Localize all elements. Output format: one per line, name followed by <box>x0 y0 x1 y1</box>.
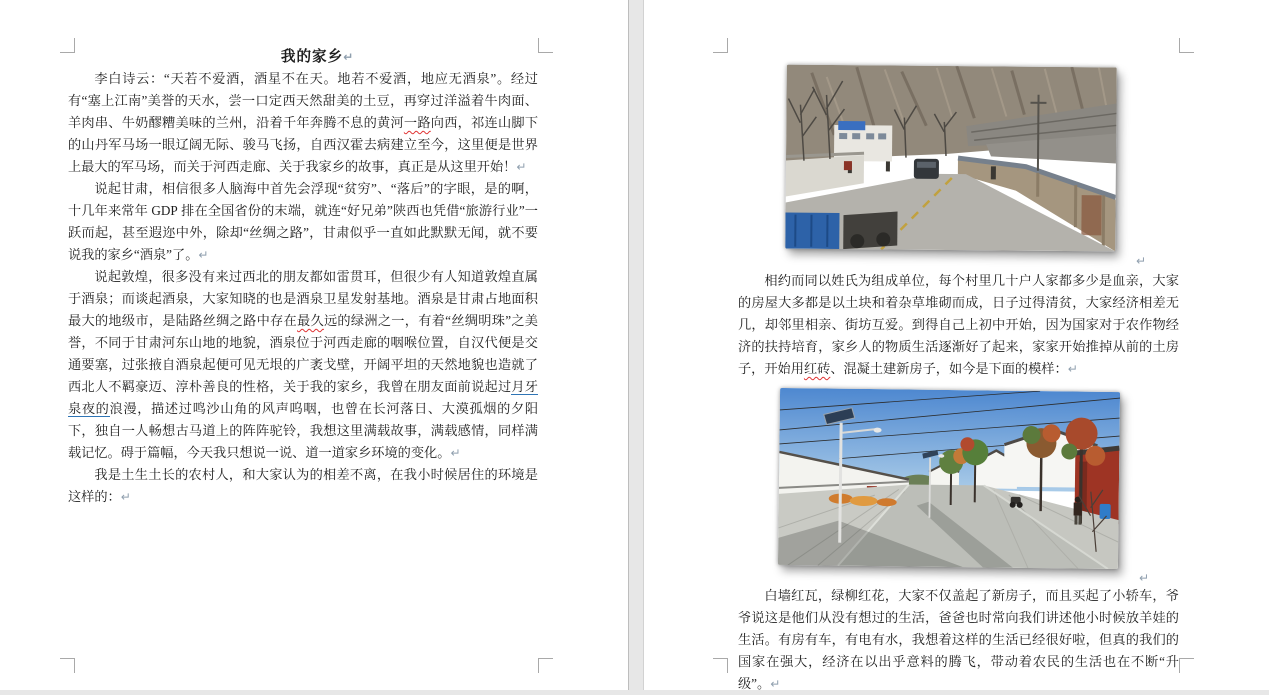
new-street-photo-block <box>779 390 1119 567</box>
text-boundary-mark <box>1179 658 1194 673</box>
paragraph-libai-poem <box>68 68 538 178</box>
car-window <box>917 162 936 168</box>
paragraph-mark: ↵ <box>450 446 460 460</box>
paragraph-village-life <box>738 270 1179 380</box>
paragraph-mark: ↵ <box>770 677 780 691</box>
text-run: 我是土生土长的农村人，和大家认为的相差不离，在我小时候居住的环境是这样的： <box>68 467 538 504</box>
latin-run-gdp: GDP <box>151 203 177 218</box>
page-2-upper-text[interactable] <box>738 270 1179 380</box>
cart-wheel <box>850 234 864 248</box>
text-run: 相约而同以姓氏为组成单位，每个村里几十户人家都多少是血亲，大家的房屋大多都是以土块和着杂草堆砌而成，日子过得清贫，大家经济相差无几，却邻里相亲、街坊互爱。到得自己上初中开始，因为国家对于农作物经济的扶持培育，家乡人的物质生活逐渐好了起来，家家开始推掉从前的土房子，开始用 <box>738 273 1179 376</box>
text-run: 白墙红瓦，绿柳红花，大家不仅盖起了新房子，而且买起了小轿车，爷爷说这是他们从没有想过的生活，爸爸也时常向我们讲述他小时候放羊娃的生活。有房有车，有电有水，我想着这样的生活已经很好啦，但真的我们的国家在强大，经济在以出乎意料的腾飞，带动着农民的生活也在不断“升级”。 <box>738 588 1179 691</box>
paragraph-rural-intro <box>68 464 538 508</box>
text-run: 浪漫，描述过鸣沙山角的风声呜咽，也曾在长河落日、大漠孤烟的夕阳下，独自一人畅想古马道上的阵阵驼铃，我想这里满载故事，满载感情，同样满载记忆。碍于篇幅，今天我只想说一说、道一道家乡环境的变化。 <box>68 401 538 460</box>
text-run: 远的绿洲之一，有着“丝绸明珠”之美誉，不同于甘肃河东山地的地貌，酒泉位于河西走廊的咽喉位置，自汉代便是交通要塞，过张掖自酒泉起便可见无垠的广袤戈壁，开阔平坦的天然地貌也造就了西北人不羁豪迈、淳朴善良的性格，关于我的家乡，我曾在朋友面前说起过 <box>68 313 538 394</box>
text-boundary-mark <box>538 38 553 53</box>
red-motorbike <box>844 161 852 170</box>
page-2[interactable] <box>643 0 1269 690</box>
paragraph-new-life <box>738 585 1179 695</box>
paragraph-mark: ↵ <box>1139 571 1149 585</box>
paragraph-gansu <box>68 178 538 266</box>
brick-gate-pier <box>1081 195 1101 235</box>
text-boundary-mark <box>1179 38 1194 53</box>
text-run: 李白诗云：“天若不爱酒，酒星不在天。地若不爱酒，地应无酒泉”。经过有“塞上江南”美誉的天水，尝一口定西天然甜美的土豆，再穿过洋溢着牛肉面、羊肉串、牛奶醪糟美味的兰州，沿着千年奔腾不息的黄河 <box>68 71 538 130</box>
paragraph-mark: ↵ <box>1068 362 1078 376</box>
text-run: 向西，祁连山脚下的山丹军马场一眼辽阔无际、骏马飞扬，自西汉霍去病建立至今，这里便是世界上最大的军马场，而关于河西走廊、关于我家乡的故事，真正是从这里开始！ <box>68 115 538 174</box>
underlined-link-run[interactable]: 月牙泉夜的 <box>68 379 538 417</box>
misspelled-run: 红砖 <box>804 361 830 376</box>
cart-wheel <box>876 232 890 246</box>
page-2-lower-text[interactable] <box>738 585 1179 695</box>
misspelled-run: 一路 <box>404 115 431 130</box>
misspelled-run: 最久 <box>297 313 324 328</box>
paragraph-mark: ↵ <box>516 160 526 174</box>
title-text: 我的家乡 <box>281 49 343 65</box>
page-1[interactable] <box>0 0 629 690</box>
text-run: 说起甘肃，相信很多人脑海中首先会浮现“贫穷”、“落后”的字眼，是的啊，十几年来常年 <box>68 181 538 218</box>
text-boundary-mark <box>60 658 75 673</box>
text-run: 、混凝土建新房子，如今是下面的模样： <box>830 361 1067 376</box>
paragraph-mark: ↵ <box>1136 254 1146 268</box>
page-1-text[interactable] <box>68 46 538 508</box>
paragraph-dunhuang-jiuquan <box>68 266 538 464</box>
text-boundary-mark <box>713 658 728 673</box>
document-title <box>68 46 538 68</box>
paragraph-mark: ↵ <box>121 490 131 504</box>
text-run: 说起敦煌，很多没有来过西北的朋友都如雷贯耳，但很少有人知道敦煌直属于酒泉；而谈起酒泉，大家知晓的也是酒泉卫星发射基地。酒泉是甘肃占地面积最大的地级市，是陆路丝绸之路中存在 <box>68 269 538 328</box>
new-street-photo[interactable] <box>778 388 1120 569</box>
text-boundary-mark <box>538 658 553 673</box>
old-street-photo[interactable] <box>785 65 1117 252</box>
paragraph-mark: ↵ <box>343 50 354 64</box>
utility-pole <box>1038 95 1039 171</box>
text-run: 排在全国省份的末端，就连“好兄弟”陕西也凭借“旅游行业”一跃而起，甚至遐迩中外，除却“丝绸之路”，甘肃似乎一直如此默默无闻，就不要说我的家乡“酒泉”了。 <box>68 203 538 262</box>
paragraph-mark: ↵ <box>198 248 208 262</box>
old-street-photo-block <box>786 66 1116 250</box>
blue-road-sign <box>838 121 865 130</box>
text-boundary-mark <box>713 38 728 53</box>
